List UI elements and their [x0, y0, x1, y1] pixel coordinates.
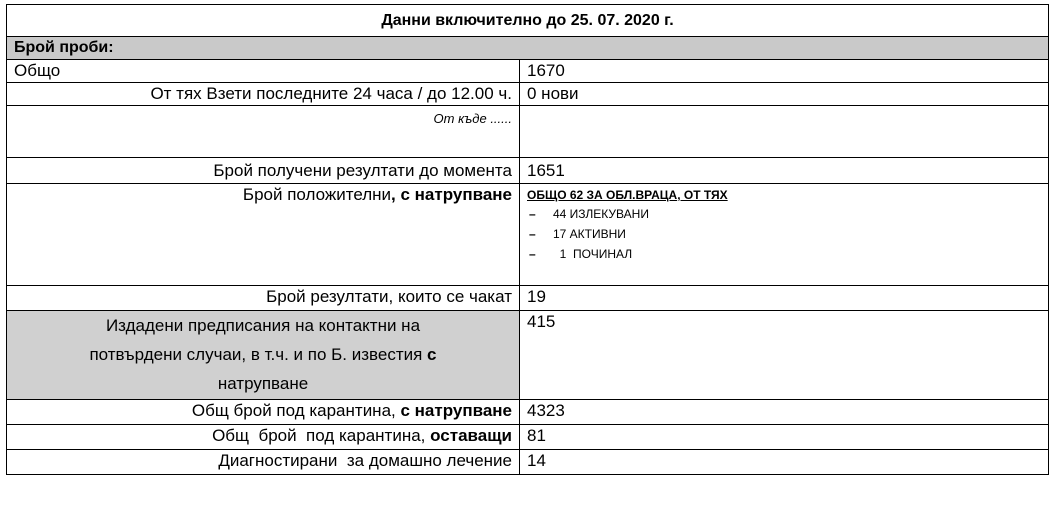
section-title: Брой проби:: [7, 37, 1049, 60]
list-item: [527, 244, 1041, 264]
list-item-text: 44 ИЗЛЕКУВАНИ: [553, 207, 649, 221]
positive-label-bold: , с натрупване: [391, 185, 512, 204]
row-label: Брой резултати, които се чакат: [7, 286, 520, 311]
table-title: Данни включително до 25. 07. 2020 г.: [7, 5, 1049, 37]
positive-summary-underlined: ОБЩО 62 ЗА ОБЛ.ВРАЦА: [527, 188, 678, 202]
list-item: [527, 204, 1041, 224]
row-value: [520, 184, 1049, 286]
table-row-last24: [7, 83, 1049, 106]
table-row-positive: [7, 184, 1049, 286]
row-label: Общо: [7, 60, 520, 83]
orders-label-line2: потвърдени случаи, в т.ч. и по Б. известия: [89, 345, 428, 364]
row-value: 19: [520, 286, 1049, 311]
row-value: 1651: [520, 158, 1049, 184]
row-label: [7, 425, 520, 450]
table-row-pending: [7, 286, 1049, 311]
table-row-home-treatment: [7, 450, 1049, 475]
positive-label: Брой положителни: [242, 185, 392, 204]
dash-bullet-icon: –: [529, 247, 536, 261]
table-row-orders: [7, 311, 1049, 400]
row-label: Диагностирани за домашно лечение: [7, 450, 520, 475]
dash-bullet-icon: –: [529, 207, 536, 221]
row-label: От тях Взети последните 24 часа / до 12.00 ч.: [7, 83, 520, 106]
quarantine-remaining-label-bold: оставащи: [430, 426, 512, 445]
table-row-quarantine-remaining: [7, 425, 1049, 450]
orders-label-line1: Издадени предписания на контактни на: [105, 316, 421, 335]
row-value: 0 нови: [520, 83, 1049, 106]
list-item: [527, 224, 1041, 244]
table-row-results: [7, 158, 1049, 184]
row-value: 415: [520, 311, 1049, 400]
quarantine-total-label: Общ брой под карантина,: [191, 401, 401, 420]
quarantine-total-label-bold: с натрупване: [400, 401, 512, 420]
positive-breakdown-list: [527, 204, 1041, 264]
row-value: 81: [520, 425, 1049, 450]
positive-summary-rest: , ОТ ТЯХ: [677, 188, 728, 202]
positive-summary: [527, 184, 1041, 204]
quarantine-remaining-label: Общ брой под карантина,: [212, 426, 431, 445]
row-value: [520, 106, 1049, 158]
row-value: 4323: [520, 400, 1049, 425]
table-row-where: [7, 106, 1049, 158]
row-value: 14: [520, 450, 1049, 475]
row-label: [7, 400, 520, 425]
row-label: [7, 184, 520, 286]
table-header-row: [7, 5, 1049, 37]
orders-label-line2-bold: с: [427, 345, 437, 364]
table-row-total: [7, 60, 1049, 83]
section-row: [7, 37, 1049, 60]
row-label: Брой получени резултати до момента: [7, 158, 520, 184]
list-item-text: 17 АКТИВНИ: [553, 227, 626, 241]
list-item-text: 1 ПОЧИНАЛ: [553, 247, 633, 261]
orders-label-line3: натрупване: [217, 374, 309, 393]
covid-data-table: [6, 4, 1049, 475]
row-label: От къде ......: [7, 106, 520, 158]
row-label: [7, 311, 520, 400]
table-row-quarantine-total: [7, 400, 1049, 425]
row-value: 1670: [520, 60, 1049, 83]
dash-bullet-icon: –: [529, 227, 536, 241]
